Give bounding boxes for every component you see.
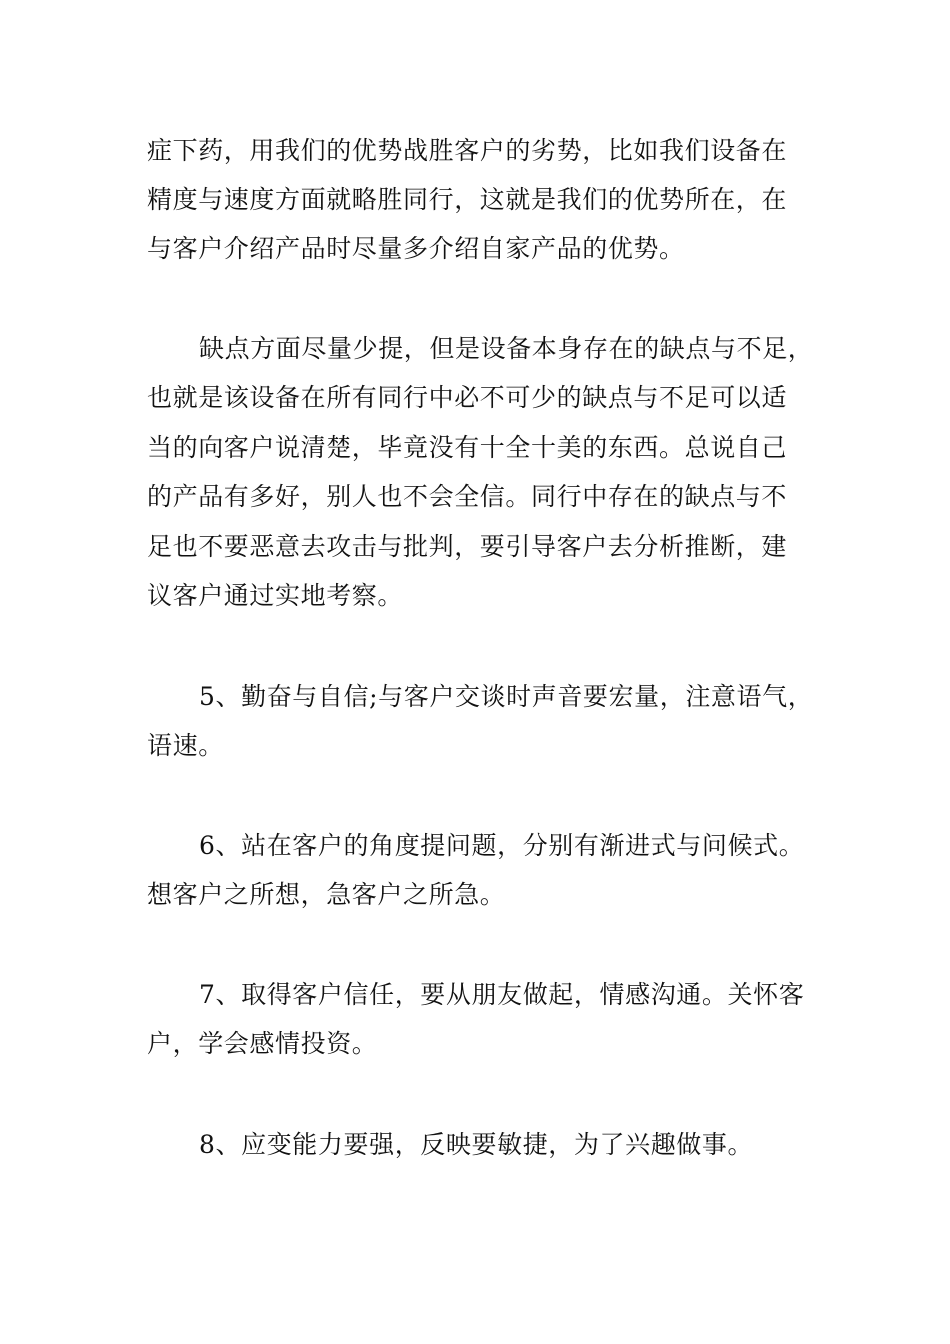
list-item-line: 想客户之所想，急客户之所急。 xyxy=(147,880,506,909)
paragraph-line: 议客户通过实地考察。 xyxy=(147,581,404,610)
paragraph-line: 与客户介绍产品时尽量多介绍自家产品的优势。 xyxy=(147,234,685,263)
paragraph-line: 也就是该设备在所有同行中必不可少的缺点与不足可以适 xyxy=(147,383,788,412)
list-item-line: 6、站在客户的角度提问题，分别有渐进式与问候式。 xyxy=(199,831,805,860)
list-item-line: 7、取得客户信任，要从朋友做起，情感沟通。关怀客 xyxy=(199,980,805,1009)
list-item-line: 8、应变能力要强，反映要敏捷，为了兴趣做事。 xyxy=(199,1130,754,1159)
list-item-line: 5、勤奋与自信;与客户交谈时声音要宏量，注意语气， xyxy=(199,682,814,711)
list-item-line: 户，学会感情投资。 xyxy=(147,1029,378,1058)
paragraph-line: 精度与速度方面就略胜同行，这就是我们的优势所在，在 xyxy=(147,185,788,214)
list-item-line: 语速。 xyxy=(147,731,224,760)
paragraph-line: 足也不要恶意去攻击与批判，要引导客户去分析推断，建 xyxy=(147,532,788,561)
paragraph-line: 症下药，用我们的优势战胜客户的劣势，比如我们设备在 xyxy=(147,136,788,165)
paragraph-line: 当的向客户说清楚，毕竟没有十全十美的东西。总说自己 xyxy=(147,433,788,462)
paragraph-line: 缺点方面尽量少提，但是设备本身存在的缺点与不足， xyxy=(199,334,814,363)
paragraph-line: 的产品有多好，别人也不会全信。同行中存在的缺点与不 xyxy=(147,482,788,511)
